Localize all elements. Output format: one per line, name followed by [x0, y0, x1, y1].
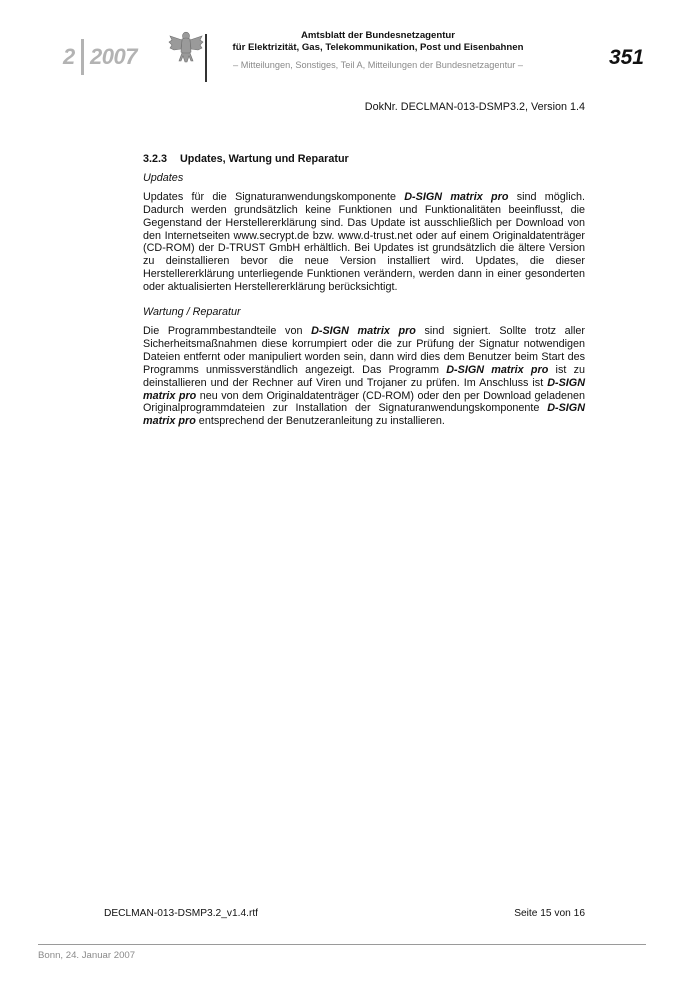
federal-eagle-icon: [168, 28, 204, 66]
product-name: D-SIGN matrix pro: [311, 324, 416, 337]
page-number: 351: [608, 46, 644, 69]
footer-rule: [38, 944, 646, 945]
header-line-1: Amtsblatt der Bundesnetzagentur: [300, 30, 456, 41]
footer-filename: DECLMAN-013-DSMP3.2_v1.4.rtf: [104, 908, 258, 919]
header-line-2: für Elektrizität, Gas, Telekommunikation, Post und Eisenbahnen: [232, 42, 524, 53]
updates-paragraph: [143, 191, 585, 294]
product-name: D-SIGN matrix pro: [143, 376, 585, 402]
maintenance-text-5: entsprechend der Benutzeranleitung zu installieren.: [195, 415, 445, 428]
document-reference: DokNr. DECLMAN-013-DSMP3.2, Version 1.4: [364, 101, 585, 113]
header-line-3: – Mitteilungen, Sonstiges, Teil A, Mitteilungen der Bundesnetzagentur –: [233, 60, 523, 70]
header-title-block: [218, 30, 538, 72]
section-heading: [143, 153, 585, 166]
section-number: 3.2.3: [143, 153, 168, 165]
section-title: Updates, Wartung und Reparatur: [180, 153, 349, 165]
issue-number: 2: [63, 44, 75, 69]
footer-date: Bonn, 24. Januar 2007: [38, 950, 136, 961]
main-content: [143, 153, 585, 440]
maintenance-text-2: sind signiert. Sollte trotz aller Sicherheitsmaßnahmen diese korrumpiert oder die zur Prüfung der Signatur notwendigen Dateien entfernt oder manipuliert worden sein, dann wird dies dem Benutzer beim Start des Programms unmissverständlich angezeigt. Das Programm: [143, 324, 585, 376]
updates-text-1: Updates für die Signaturanwendungskomponente: [143, 190, 405, 203]
updates-heading: Updates: [143, 171, 184, 184]
maintenance-heading: Wartung / Reparatur: [143, 306, 241, 319]
maintenance-text-3: ist zu deinstallieren und der Rechner auf Viren und Trojaner zu prüfen. Im Anschluss ist: [143, 363, 585, 389]
maintenance-paragraph: [143, 325, 585, 428]
header-vertical-rule: [205, 34, 207, 82]
product-name: D-SIGN matrix pro: [143, 402, 585, 428]
footer-page-count: Seite 15 von 16: [514, 908, 585, 919]
maintenance-text-1: Die Programmbestandteile von: [143, 324, 312, 337]
maintenance-text-4: neu von dem Originaldatenträger (CD-ROM) oder den per Download geladenen Originalprogrammdateien zur Installation der Signaturanwendungskomponente: [143, 389, 585, 415]
issue-divider: [81, 39, 84, 75]
issue-year: 2007: [90, 44, 137, 69]
product-name: D-SIGN matrix pro: [446, 363, 549, 376]
product-name: D-SIGN matrix pro: [404, 190, 509, 203]
updates-text-2: sind möglich. Dadurch werden grundsätzlich keine Funktionen und Funktionalitäten beeinflusst, die Gegenstand der Herstellererklärung sind. Das Update ist ausschließlich per Download von den Internetseiten www.secrypt.de bzw. www.d-trust.net oder auf einem Originaldatenträger (CD-ROM) der D-TRUST GmbH erhältlich. Bei Updates ist grundsätzlich die ältere Version zu deinstallieren bevor die neue Version installiert wird. Updates, die dieser Herstellererklärung unterliegende Funktionen verändern, werden dann in einer gesonderten oder aktualisierten Herstellererklärung berücksichtigt.: [143, 190, 586, 294]
